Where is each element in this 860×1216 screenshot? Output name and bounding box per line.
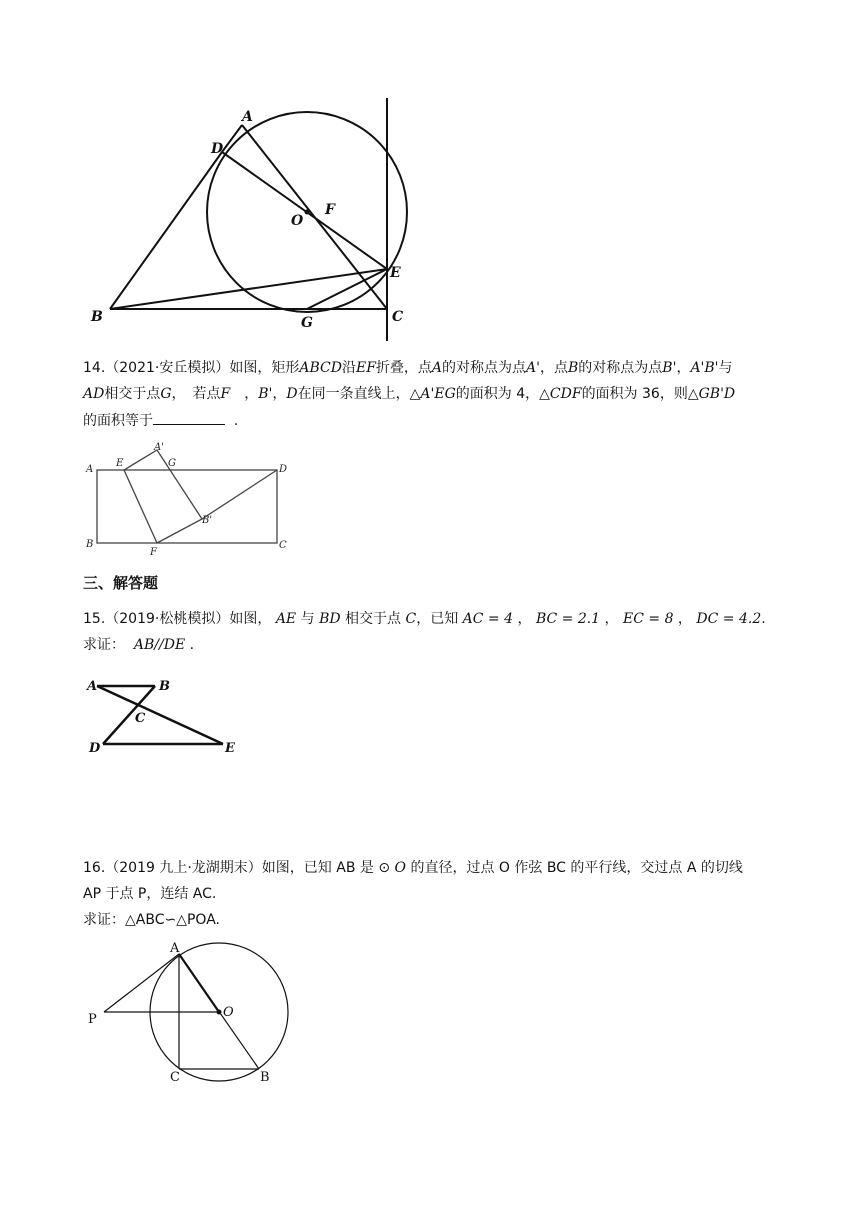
label-b: B bbox=[91, 309, 103, 325]
q14-line1: 14.（2021·安丘模拟）如图，矩形ABCD沿EF折叠，点A的对称点为点A'，点B的对称点为点B'，A'B'与 bbox=[83, 360, 733, 376]
point-o bbox=[305, 210, 310, 215]
label-o: O bbox=[291, 213, 304, 229]
q16-line1: 16.（2019 九上·龙湖期末）如图，已知 AB 是 ⊙ O 的直径，过点 O 作弦 BC 的平行线，交过点 A 的切线 bbox=[83, 860, 743, 876]
label-d: D bbox=[279, 464, 288, 475]
label-d: D bbox=[89, 741, 101, 756]
rectangle-abcd bbox=[97, 470, 277, 543]
figure-q14 bbox=[80, 440, 300, 560]
answer-blank[interactable] bbox=[153, 410, 225, 425]
q14-number: 14. bbox=[83, 360, 106, 376]
label-b: B bbox=[260, 1070, 270, 1085]
q14-line3: 的面积等于 . bbox=[83, 408, 238, 434]
label-b: B bbox=[86, 539, 94, 550]
label-d: D bbox=[211, 141, 224, 157]
label-e: E bbox=[390, 265, 401, 281]
q14-line2: AD相交于点G， 若点F ，B'，D在同一条直线上，△A'EG的面积为 4，△CDF的面积为 36，则△GB'D bbox=[83, 386, 736, 402]
label-b: B bbox=[159, 679, 170, 694]
q16-line2: AP 于点 P，连结 AC. bbox=[83, 886, 217, 902]
q15-number: 15. bbox=[83, 611, 106, 627]
label-c: C bbox=[392, 309, 404, 325]
figure-q15 bbox=[85, 672, 245, 762]
point-o bbox=[217, 1010, 222, 1015]
label-f: F bbox=[325, 202, 335, 218]
label-g: G bbox=[168, 458, 176, 469]
segment-bd bbox=[110, 152, 222, 309]
q16-source: （2019 九上·龙湖期末） bbox=[105, 860, 262, 876]
label-b-prime: B' bbox=[202, 515, 213, 526]
q15-line1: 15.（2019·松桃模拟）如图， AE 与 BD 相交于点 C，已知 AC = 4 ， BC = 2.1 ， EC = 8 ， DC = 4.2. bbox=[83, 611, 766, 627]
label-e: E bbox=[225, 741, 235, 756]
q15-line2: 求证： AB//DE . bbox=[83, 637, 195, 653]
segment-bd bbox=[103, 686, 155, 744]
q15-source: （2019·松桃模拟） bbox=[105, 611, 230, 627]
label-a: A bbox=[242, 109, 253, 125]
label-g: G bbox=[301, 315, 313, 331]
q16-number: 16. bbox=[83, 860, 106, 876]
segment-pa bbox=[104, 954, 179, 1012]
label-c: C bbox=[135, 711, 146, 726]
q14-source: （2021·安丘模拟） bbox=[105, 360, 230, 376]
label-p: P bbox=[88, 1012, 97, 1027]
q16-line3: 求证：△ABC∽△POA. bbox=[83, 912, 220, 928]
label-a: A bbox=[87, 679, 98, 694]
label-o: O bbox=[223, 1005, 234, 1020]
figure-q16 bbox=[80, 938, 310, 1088]
label-a-prime: A' bbox=[154, 442, 164, 453]
label-a: A bbox=[86, 464, 94, 475]
label-e: E bbox=[116, 458, 124, 469]
section-title: 三、解答题 bbox=[83, 574, 159, 592]
segment-bpd bbox=[202, 470, 277, 519]
segment-de bbox=[222, 152, 387, 269]
figure-q13 bbox=[85, 95, 425, 345]
label-c: C bbox=[279, 540, 287, 551]
segment-ao-bold bbox=[179, 954, 219, 1012]
label-f: F bbox=[150, 547, 157, 558]
label-c: C bbox=[170, 1070, 180, 1085]
segment-ae bbox=[97, 686, 223, 744]
label-a: A bbox=[170, 941, 180, 956]
segment-ef bbox=[124, 470, 157, 543]
